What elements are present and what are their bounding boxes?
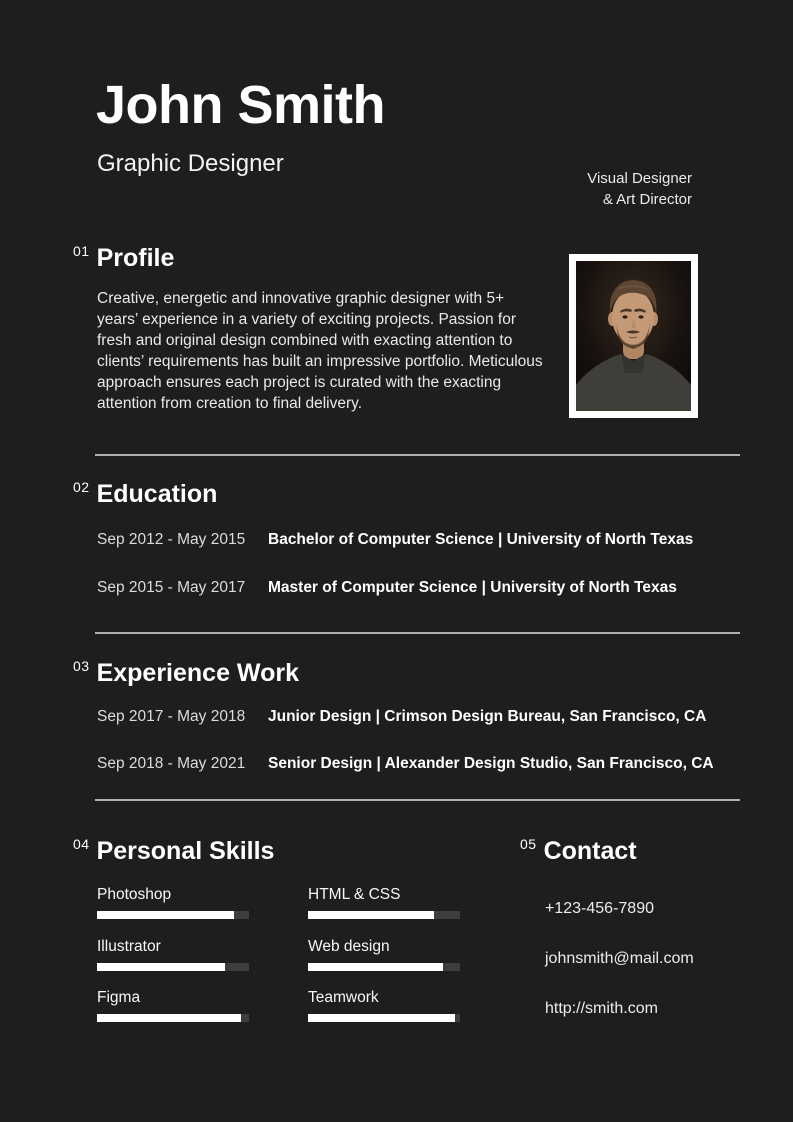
skill-bar-fill [97, 963, 225, 971]
tagline-line-2: & Art Director [602, 191, 692, 208]
experience-detail: Junior Design | Crimson Design Bureau, San Francisco, CA [268, 708, 707, 725]
section-divider [95, 632, 740, 634]
skill-bar-track [97, 963, 249, 971]
contact-website: http://smith.com [545, 1000, 658, 1017]
skill-item-photoshop [97, 886, 249, 919]
section-divider [95, 799, 740, 801]
skill-label: Figma [97, 989, 141, 1006]
contact-email: johnsmith@mail.com [545, 950, 694, 967]
section-title-skills: Personal Skills [96, 837, 275, 865]
skill-item-web-design [308, 938, 460, 971]
section-number: 05 [520, 836, 537, 852]
skill-bar-fill [97, 911, 234, 919]
profile-paragraph: Creative, energetic and innovative graphic designer with 5+ years’ experience in a variety of exciting projects. Passion for fresh and original design combined with exacting attention to clients’ requirements has built an impressive portfolio. Meticulous approach ensures each project is curated with the exacting attention from creation to final delivery. [97, 290, 543, 412]
section-title-education: Education [96, 480, 218, 508]
skill-item-html-css [308, 886, 460, 919]
skill-label: Photoshop [97, 886, 172, 903]
skills-section-heading [73, 838, 274, 864]
person-name: John Smith [96, 75, 385, 135]
section-number: 02 [73, 479, 90, 495]
experience-date: Sep 2018 - May 2021 [97, 755, 246, 772]
section-title-contact: Contact [543, 837, 637, 865]
job-title: Graphic Designer [97, 150, 284, 177]
experience-section-heading [73, 660, 299, 686]
skill-label: HTML & CSS [308, 886, 401, 903]
contact-section-heading [520, 838, 637, 864]
skill-bar-track [308, 911, 460, 919]
section-number: 04 [73, 836, 90, 852]
skill-bar-fill [308, 1014, 455, 1022]
skill-label: Teamwork [308, 989, 379, 1006]
skill-bar-track [97, 911, 249, 919]
skill-label: Web design [308, 938, 390, 955]
skill-bar-fill [308, 963, 443, 971]
experience-date: Sep 2017 - May 2018 [97, 708, 246, 725]
education-date: Sep 2012 - May 2015 [97, 531, 246, 548]
section-divider [95, 454, 740, 456]
education-date: Sep 2015 - May 2017 [97, 579, 246, 596]
contact-phone: +123-456-7890 [545, 900, 654, 917]
education-detail: Master of Computer Science | University of North Texas [268, 579, 677, 596]
section-title-profile: Profile [96, 244, 175, 272]
experience-row [97, 708, 747, 726]
portrait-illustration [576, 261, 691, 411]
education-section-heading [73, 481, 217, 507]
skill-bar-fill [308, 911, 434, 919]
tagline [587, 168, 692, 210]
skill-item-teamwork [308, 989, 460, 1022]
education-row [97, 579, 747, 597]
skill-bar-track [308, 1014, 460, 1022]
tagline-line-1: Visual Designer [587, 170, 692, 187]
education-row [97, 531, 747, 549]
education-detail: Bachelor of Computer Science | University of North Texas [268, 531, 694, 548]
skill-bar-fill [97, 1014, 241, 1022]
section-number: 01 [73, 243, 90, 259]
skill-bar-track [97, 1014, 249, 1022]
experience-row [97, 755, 747, 773]
skill-item-illustrator [97, 938, 249, 971]
experience-detail: Senior Design | Alexander Design Studio, San Francisco, CA [268, 755, 714, 772]
skill-bar-track [308, 963, 460, 971]
section-number: 03 [73, 658, 90, 674]
section-title-experience: Experience Work [96, 659, 299, 687]
profile-section-heading [73, 245, 174, 271]
skill-label: Illustrator [97, 938, 161, 955]
portrait-photo [569, 254, 698, 418]
skill-item-figma [97, 989, 249, 1022]
